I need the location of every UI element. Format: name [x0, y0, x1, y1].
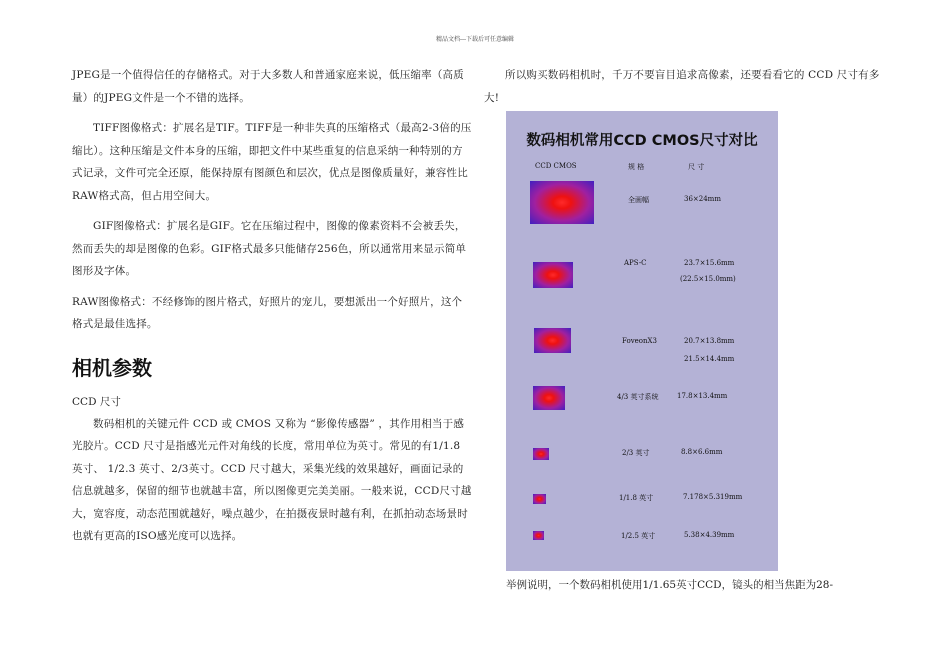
size-label: 23.7×15.6mm: [684, 259, 735, 267]
sensor-size-figure: [506, 111, 778, 571]
right-column: [484, 64, 884, 109]
sensor-four-thirds: [533, 386, 565, 410]
paragraph-jpeg: JPEG是一个值得信任的存储格式。对于大多数人和普通家庭来说，低压缩率（高质量）的JPEG文件是一个不错的选择。: [72, 69, 464, 104]
right-paragraph-example: 举例说明，一个数码相机使用1/1.65英寸CCD，镜头的相当焦距为28-: [506, 579, 833, 591]
figure-title: 数码相机常用CCD CMOS尺寸对比: [526, 133, 758, 149]
sensor-foveon: [534, 328, 571, 353]
left-column: [72, 64, 472, 548]
paragraph-gif: GIF图像格式：扩展名是GIF。它在压缩过程中，图像的像素资料不会被丢失，然而丢失的却是图像的色彩。GIF格式最多只能储存256色，所以通常用来显示简单图形及字体。: [72, 220, 467, 277]
size-label: 20.7×13.8mm: [684, 337, 735, 345]
format-label: 2/3 英寸: [622, 449, 650, 457]
sensor-two-thirds: [533, 448, 549, 460]
paragraph-tiff: TIFF图像格式：扩展名是TIF。TIFF是一种非失真的压缩格式（最高2-3倍的压缩比）。这种压缩是文件本身的压缩，即把文件中某些重复的信息采纳一种特别的方式记录，文件可完全还原，能保持原有图颜色和层次，优点是图像质量好，兼容性比RAW格式高，但占用空间大。: [72, 122, 472, 202]
format-label: 全画幅: [628, 196, 649, 204]
sensor-one-1-8: [533, 494, 546, 504]
size-label: 5.38×4.39mm: [684, 531, 735, 539]
format-label: 4/3 英寸系统: [617, 393, 659, 401]
format-label: 1/1.8 英寸: [619, 494, 654, 502]
subsection-heading: CCD 尺寸: [72, 395, 121, 408]
size-label-alt: (22.5×15.0mm): [680, 275, 736, 283]
size-label: 8.8×6.6mm: [681, 448, 723, 456]
section-heading: 相机参数: [72, 355, 152, 380]
sensor-full-frame: [530, 181, 594, 224]
page-header: 精品文档---下载后可任意编辑: [435, 36, 515, 43]
size-label: 7.178×5.319mm: [683, 493, 743, 501]
figure-col-size: 尺 寸: [688, 163, 705, 171]
paragraph-ccd: 数码相机的关键元件 CCD 或 CMOS 又称为 “影像传感器” ，其作用相当于感光胶片。CCD 尺寸是指感光元件对角线的长度，常用单位为英寸。常见的有1/1.8 英寸、 1/2.3 英寸、2/3英寸。CCD 尺寸越大，采集光线的效果越好，画面记录的信息就越多，保留的细节也就越丰富，所以图像更完美美丽。一般来说，CCD尺寸越大，宽容度，动态范围就越好，噪点越少，在拍摄夜景时越有利，在抓拍动态场景时也就有更高的ISO感光度可以选择。: [72, 417, 472, 542]
size-label: 17.8×13.4mm: [677, 392, 728, 400]
figure-col-sensor: CCD CMOS: [535, 162, 577, 170]
size-label-alt: 21.5×14.4mm: [684, 355, 735, 363]
format-label: APS-C: [624, 259, 647, 267]
paragraph-raw: RAW图像格式：不经修饰的图片格式，好照片的宠儿，要想派出一个好照片，这个格式是最佳选择。: [72, 295, 463, 330]
format-label: FoveonX3: [622, 337, 657, 345]
sensor-aps-c: [533, 262, 573, 288]
sensor-one-2-5: [533, 531, 544, 540]
figure-col-format: 规 格: [628, 163, 645, 171]
format-label: 1/2.5 英寸: [621, 532, 656, 540]
paragraph-purchase: 所以购买数码相机时，千万不要盲目追求高像素，还要看看它的 CCD 尺寸有多大!: [484, 69, 880, 104]
size-label: 36×24mm: [684, 195, 721, 203]
